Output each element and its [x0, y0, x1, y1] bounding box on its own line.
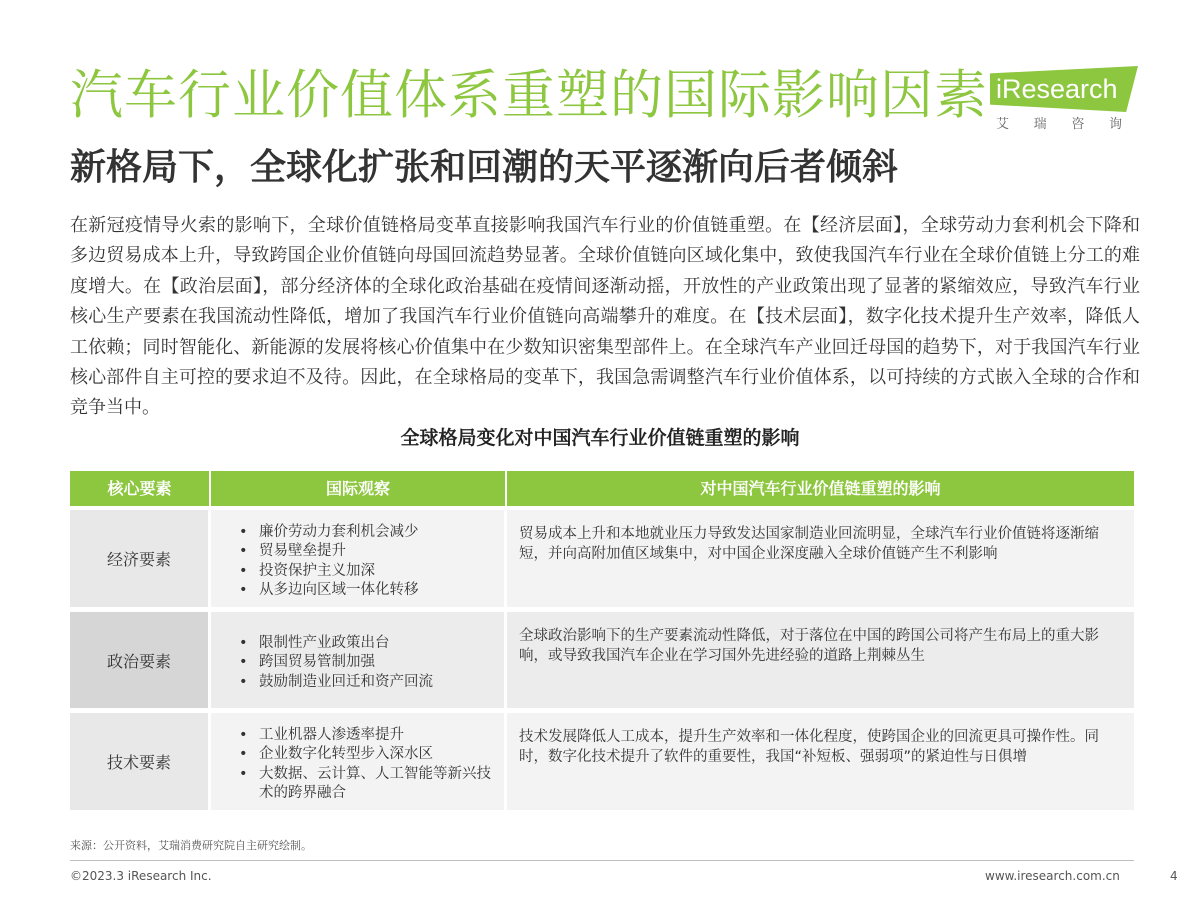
list-item: • 从多边向区域一体化转移 — [237, 581, 419, 601]
observation-list — [237, 523, 419, 601]
observation-cell — [211, 510, 504, 607]
logo-brand-text: iResearch — [996, 74, 1118, 104]
website-link[interactable]: www.iresearch.com.cn — [985, 869, 1120, 883]
page-subtitle: 新格局下，全球化扩张和回潮的天平逐渐向后者倾斜 — [70, 147, 899, 188]
factor-cell: 经济要素 — [70, 510, 208, 607]
copyright-text: ©2023.3 iResearch Inc. — [70, 869, 212, 883]
table-row — [70, 510, 1134, 607]
table-header-row — [70, 471, 1134, 506]
header-core-factor: 核心要素 — [70, 471, 211, 506]
table-title: 全球格局变化对中国汽车行业价值链重塑的影响 — [400, 427, 800, 449]
table-row — [70, 612, 1134, 708]
logo-char: 询 — [1108, 117, 1124, 132]
list-item: • 企业数字化转型步入深水区 — [237, 745, 504, 765]
observation-list — [237, 726, 504, 804]
observation-list — [237, 634, 433, 693]
iresearch-logo — [990, 62, 1140, 142]
list-item: • 投资保护主义加深 — [237, 562, 419, 582]
logo-char: 艾 — [996, 117, 1012, 132]
page-title: 汽车行业价值体系重塑的国际影响因素 — [70, 65, 988, 126]
header-impact: 对中国汽车行业价值链重塑的影响 — [700, 479, 941, 498]
list-item: • 鼓励制造业回迁和资产回流 — [237, 673, 433, 693]
source-note: 来源：公开资料，艾瑞消费研究院自主研究绘制。 — [70, 839, 312, 852]
list-item: • 贸易壁垒提升 — [237, 542, 419, 562]
list-item: • 大数据、云计算、人工智能等新兴技术的跨界融合 — [237, 765, 504, 804]
page-number: 4 — [1170, 869, 1178, 883]
impact-table — [70, 471, 1134, 810]
observation-cell — [211, 713, 504, 810]
impact-cell: 贸易成本上升和本地就业压力导致发达国家制造业回流明显，全球汽车行业价值链将逐渐缩短，并向高附加值区域集中，对中国企业深度融入全球价值链产生不利影响 — [507, 510, 1134, 607]
intro-paragraph: 在新冠疫情导火索的影响下，全球价值链格局变革直接影响我国汽车行业的价值链重塑。在【经济层面】，全球劳动力套利机会下降和多边贸易成本上升，导致跨国企业价值链向母国回流趋势显著。全球价值链向区域化集中，致使我国汽车行业在全球价值链上分工的难度增大。在【政治层面】，部分经济体的全球化政治基础在疫情间逐渐动摇，开放性的产业政策出现了显著的紧缩效应，导致汽车行业核心生产要素在我国流动性降低，增加了我国汽车行业价值链向高端攀升的难度。在【技术层面】，数字化技术提升生产效率，降低人工依赖；同时智能化、新能源的发展将核心价值集中在少数知识密集型部件上。在全球汽车产业回迁母国的趋势下，对于我国汽车行业核心部件自主可控的要求迫不及待。因此，在全球格局的变革下，我国急需调整汽车行业价值体系，以可持续的方式嵌入全球的合作和竞争当中。 — [70, 215, 1140, 419]
factor-cell: 技术要素 — [70, 713, 208, 810]
logo-char: 咨 — [1071, 117, 1087, 132]
list-item: • 限制性产业政策出台 — [237, 634, 433, 654]
table-row — [70, 713, 1134, 810]
logo-chinese-name — [990, 116, 1130, 134]
list-item: • 工业机器人渗透率提升 — [237, 726, 504, 746]
header-international-observation: 国际观察 — [211, 471, 507, 506]
list-item: • 廉价劳动力套利机会减少 — [237, 523, 419, 543]
observation-cell — [211, 612, 504, 708]
impact-cell: 全球政治影响下的生产要素流动性降低，对于落位在中国的跨国公司将产生布局上的重大影响，或导致我国汽车企业在学习国外先进经验的道路上荆棘丛生 — [507, 612, 1134, 708]
footer-divider — [70, 860, 1134, 861]
factor-cell: 政治要素 — [70, 612, 208, 708]
list-item: • 跨国贸易管制加强 — [237, 653, 433, 673]
logo-char: 瑞 — [1033, 117, 1049, 132]
impact-cell: 技术发展降低人工成本，提升生产效率和一体化程度，使跨国企业的回流更具可操作性。同时，数字化技术提升了软件的重要性，我国“补短板、强弱项”的紧迫性与日俱增 — [507, 713, 1134, 810]
